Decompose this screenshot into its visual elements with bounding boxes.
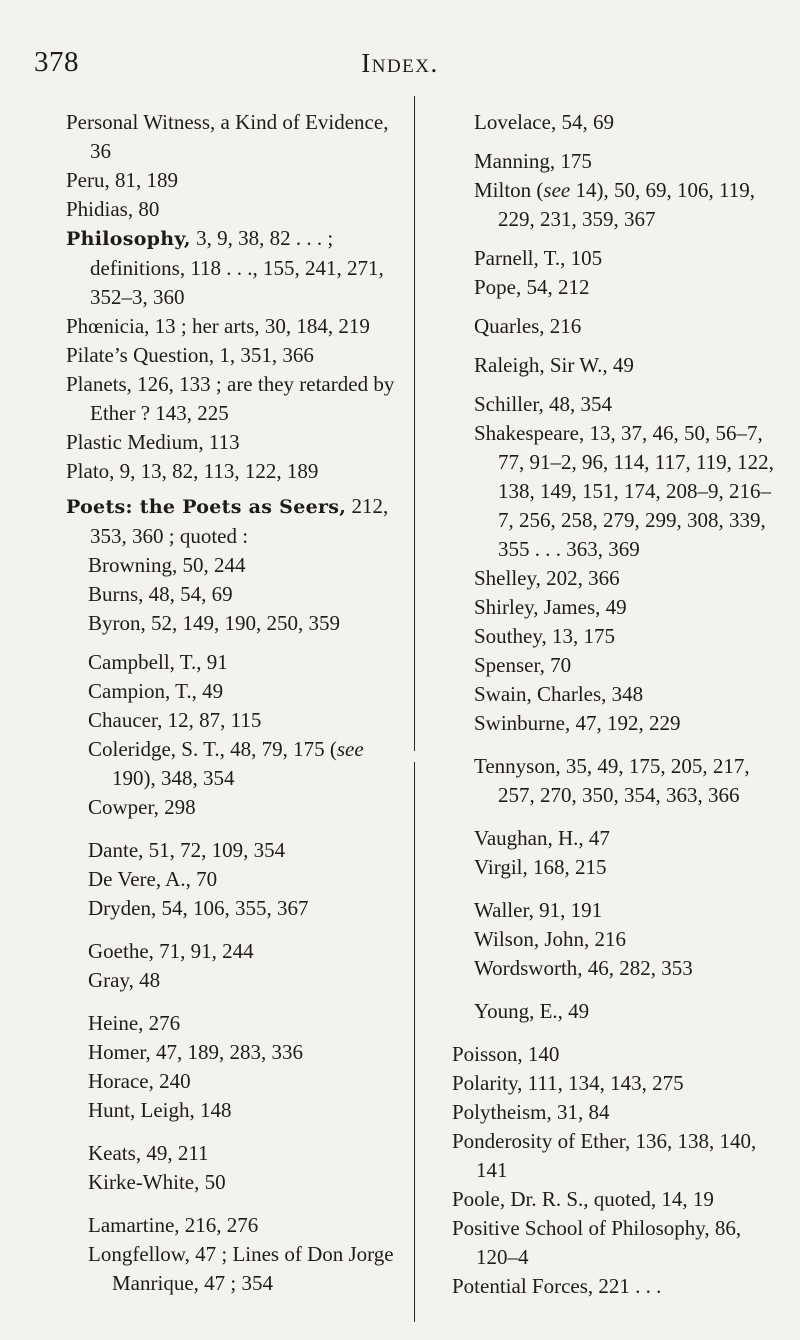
poet-entry-quarles: Quarles, 216	[474, 314, 582, 338]
poet-entry-browning: Browning, 50, 244	[88, 553, 246, 577]
poet-entry-pope: Pope, 54, 212	[474, 275, 590, 299]
milton-refs-more: 14), 50, 69, 106, 119, 229, 231, 359, 367	[498, 178, 755, 231]
poet-entry-southey: Southey, 13, 175	[474, 624, 615, 648]
poet-entry-shelley: Shelley, 202, 366	[474, 566, 620, 590]
coleridge-refs-more: 190), 348, 354	[112, 766, 235, 790]
poet-entry-swinburne: Swinburne, 47, 192, 229	[474, 711, 681, 735]
column-divider-top	[414, 96, 415, 751]
poet-entry-burns: Burns, 48, 54, 69	[88, 582, 233, 606]
poet-entry-virgil: Virgil, 168, 215	[474, 855, 607, 879]
poet-entry-byron: Byron, 52, 149, 190, 250, 359	[88, 611, 340, 635]
left-column	[66, 108, 404, 1298]
right-column	[452, 108, 780, 1301]
poet-entry-campbell: Campbell, T., 91	[88, 650, 228, 674]
poet-entry-raleigh: Raleigh, Sir W., 49	[474, 353, 634, 377]
entry-refs-poets: 212, 353, 360 ; quoted :	[90, 494, 389, 548]
poet-entry-homer: Homer, 47, 189, 283, 336	[88, 1040, 303, 1064]
poet-entry-chaucer: Chaucer, 12, 87, 115	[88, 708, 262, 732]
poet-entry-wordsworth: Wordsworth, 46, 282, 353	[474, 956, 693, 980]
see-reference: see	[543, 178, 571, 202]
index-entry-polarity: Polarity, 111, 134, 143, 275	[452, 1071, 684, 1095]
page-number: 378	[34, 46, 79, 78]
poet-entry-lovelace: Lovelace, 54, 69	[474, 110, 614, 134]
poet-entry-shirley: Shirley, James, 49	[474, 595, 627, 619]
poet-entry-longfellow: Longfellow, 47 ; Lines of Don Jorge Manrique, 47 ; 354	[88, 1242, 394, 1295]
index-entry-phoenicia: Phœnicia, 13 ; her arts, 30, 184, 219	[66, 314, 370, 338]
index-entry-positive-school: Positive School of Philosophy, 86, 120–4	[452, 1216, 742, 1269]
poet-entry-keats: Keats, 49, 211	[88, 1141, 209, 1165]
see-reference: see	[336, 737, 364, 761]
poet-entry-hunt: Hunt, Leigh, 148	[88, 1098, 232, 1122]
poet-entry-spenser: Spenser, 70	[474, 653, 572, 677]
poet-entry-swain: Swain, Charles, 348	[474, 682, 644, 706]
index-entry-poole: Poole, Dr. R. S., quoted, 14, 19	[452, 1187, 714, 1211]
index-entry-plato: Plato, 9, 13, 82, 113, 122, 189	[66, 459, 319, 483]
poet-entry-schiller: Schiller, 48, 354	[474, 392, 612, 416]
poet-entry-shakespeare: Shakespeare, 13, 37, 46, 50, 56–7, 77, 91–2, 96, 114, 117, 119, 122, 138, 149, 151, 174, 208–9, 216–7, 256, 258, 279, 299, 308, 339, 355 . . . 363, 369	[474, 421, 774, 561]
poet-entry-de-vere: De Vere, A., 70	[88, 867, 218, 891]
poet-entry-cowper: Cowper, 298	[88, 795, 196, 819]
index-entry-ponderosity: Ponderosity of Ether, 136, 138, 140, 141	[452, 1129, 757, 1182]
index-entry-poisson: Poisson, 140	[452, 1042, 560, 1066]
index-entry-phidias: Phidias, 80	[66, 197, 160, 221]
poet-entry-heine: Heine, 276	[88, 1011, 181, 1035]
poet-entry-tennyson: Tennyson, 35, 49, 175, 205, 217, 257, 270, 350, 354, 363, 366	[474, 754, 750, 807]
index-entry-plastic-medium: Plastic Medium, 113	[66, 430, 240, 454]
index-entry-philosophy	[66, 224, 404, 312]
coleridge-refs: Coleridge, S. T., 48, 79, 175 (	[88, 737, 337, 761]
poet-entry-young: Young, E., 49	[474, 999, 590, 1023]
entry-refs-philosophy: 3, 9, 38, 82 . . . ; definitions, 118 . . ., 155, 241, 271, 352–3, 360	[90, 226, 384, 309]
running-title: Index.	[361, 48, 439, 78]
poet-entry-parnell: Parnell, T., 105	[474, 246, 603, 270]
poet-entry-goethe: Goethe, 71, 91, 244	[88, 939, 254, 963]
poet-entry-milton	[452, 176, 780, 234]
index-entry-polytheism: Polytheism, 31, 84	[452, 1100, 610, 1124]
index-entry-planets: Planets, 126, 133 ; are they retarded by Ether ? 143, 225	[66, 372, 395, 425]
poet-entry-coleridge	[66, 735, 404, 793]
poet-entry-waller: Waller, 91, 191	[474, 898, 603, 922]
entry-heading-philosophy: Philosophy,	[66, 228, 191, 250]
index-entry-poets	[66, 492, 404, 551]
milton-refs: Milton (	[474, 178, 544, 202]
entry-heading-poets: Poets: the Poets as Seers,	[66, 496, 347, 518]
poet-entry-dante: Dante, 51, 72, 109, 354	[88, 838, 286, 862]
poet-entry-gray: Gray, 48	[88, 968, 161, 992]
poet-entry-wilson: Wilson, John, 216	[474, 927, 626, 951]
column-divider-bottom	[414, 762, 415, 1322]
poet-entry-vaughan: Vaughan, H., 47	[474, 826, 610, 850]
poet-entry-kirke-white: Kirke-White, 50	[88, 1170, 226, 1194]
poet-entry-dryden: Dryden, 54, 106, 355, 367	[88, 896, 309, 920]
index-entry-potential-forces: Potential Forces, 221 . . .	[452, 1274, 662, 1298]
poet-entry-campion: Campion, T., 49	[88, 679, 224, 703]
index-entry-peru: Peru, 81, 189	[66, 168, 178, 192]
index-entry-pilates-question: Pilate’s Question, 1, 351, 366	[66, 343, 314, 367]
index-entry-personal-witness: Personal Witness, a Kind of Evidence, 36	[66, 110, 389, 163]
poet-entry-horace: Horace, 240	[88, 1069, 191, 1093]
poet-entry-lamartine: Lamartine, 216, 276	[88, 1213, 259, 1237]
poet-entry-manning: Manning, 175	[474, 149, 592, 173]
